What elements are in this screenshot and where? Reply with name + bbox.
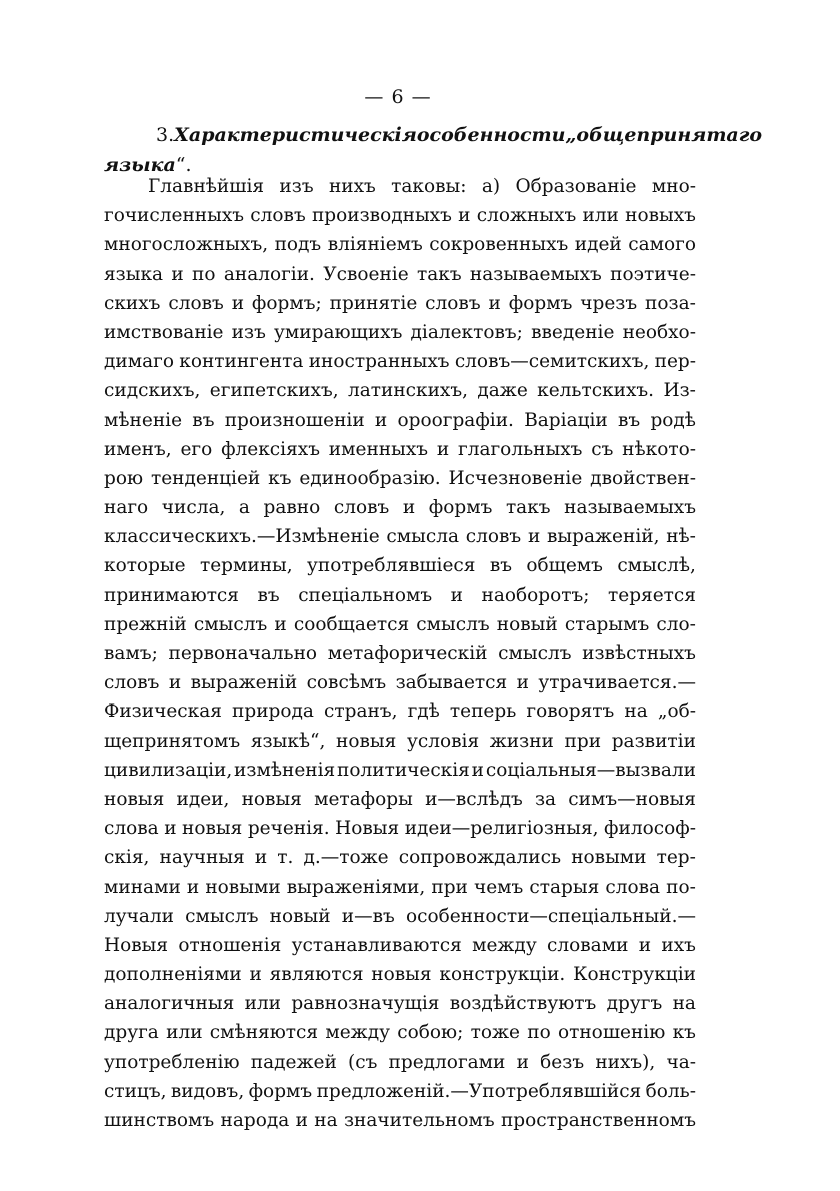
text-word: философ- bbox=[604, 818, 696, 840]
text-word: языка bbox=[104, 263, 164, 285]
text-word: формъ; bbox=[251, 292, 322, 314]
text-word: измѣненія bbox=[234, 759, 336, 781]
text-word: вамъ; bbox=[104, 643, 158, 664]
text-word: принятіе bbox=[329, 292, 418, 314]
text-word: другъ bbox=[606, 993, 663, 1015]
text-word: отношенію bbox=[557, 1022, 666, 1044]
text-line bbox=[104, 989, 696, 1018]
text-word: природа bbox=[232, 701, 314, 723]
text-line bbox=[104, 406, 696, 435]
text-line bbox=[104, 814, 696, 843]
text-word: словъ bbox=[465, 526, 522, 548]
text-word: языкѣ“, bbox=[250, 730, 326, 752]
text-word: старымъ bbox=[564, 613, 650, 635]
text-line bbox=[104, 260, 696, 289]
text-line bbox=[104, 756, 696, 785]
text-word: теряется bbox=[608, 584, 696, 606]
text-word: формъ bbox=[428, 497, 493, 519]
text-word: формъ bbox=[248, 1080, 313, 1102]
text-word: формъ bbox=[508, 292, 573, 314]
text-word: мно- bbox=[651, 176, 696, 197]
text-word: новыя bbox=[371, 964, 432, 986]
section-title-word: Характеристическія bbox=[174, 124, 417, 146]
text-word: (съ bbox=[347, 1051, 378, 1073]
text-word: египетскихъ, bbox=[209, 380, 339, 402]
text-word: смыслѣ, bbox=[617, 555, 696, 577]
text-word: даже bbox=[477, 380, 528, 402]
text-word: жизни bbox=[489, 730, 554, 752]
text-word: по- bbox=[666, 876, 696, 898]
text-word: димаго bbox=[104, 351, 174, 373]
text-word: произношеніи bbox=[224, 409, 365, 431]
text-word: ороографіи. bbox=[397, 409, 514, 431]
text-line bbox=[104, 581, 696, 610]
section-heading-line-1 bbox=[104, 120, 763, 150]
text-word: идеи—религіозныя, bbox=[404, 818, 599, 840]
text-word: воздѣйствуютъ bbox=[449, 993, 597, 1015]
text-word: равно bbox=[263, 497, 321, 519]
text-word: въ bbox=[489, 555, 512, 577]
text-word: новый bbox=[269, 905, 331, 927]
text-word: д.—тоже bbox=[303, 847, 389, 869]
text-word: выраженіями, bbox=[286, 876, 426, 898]
text-word: дополненіями bbox=[104, 964, 242, 986]
text-word: или bbox=[166, 1022, 203, 1044]
text-line bbox=[104, 668, 696, 697]
section-title-tail: “. bbox=[175, 154, 192, 176]
text-line bbox=[104, 318, 696, 347]
text-word: смыслъ bbox=[416, 613, 490, 635]
text-word: словъ bbox=[425, 292, 481, 314]
text-word: и bbox=[527, 526, 541, 548]
text-word: принимаются bbox=[104, 584, 239, 606]
text-word: Физическая bbox=[104, 701, 222, 723]
text-word: многосложныхъ, bbox=[104, 234, 269, 256]
text-word: и bbox=[488, 292, 501, 314]
body-paragraph bbox=[104, 172, 696, 1135]
text-word: пространственномъ bbox=[500, 1110, 696, 1131]
text-word: самого bbox=[628, 234, 696, 256]
text-word: новыя bbox=[104, 788, 165, 810]
text-word: по bbox=[527, 1022, 551, 1044]
text-word: глагольныхъ bbox=[458, 438, 583, 460]
text-word: совсѣмъ bbox=[306, 672, 387, 694]
text-word: иностранныхъ bbox=[308, 351, 450, 373]
text-word: и bbox=[436, 438, 450, 460]
text-word: новый bbox=[496, 613, 558, 635]
text-word: и bbox=[374, 409, 388, 431]
text-word: а) bbox=[481, 176, 501, 197]
text-word: цивилизаціи, bbox=[104, 759, 233, 781]
section-heading bbox=[104, 120, 763, 180]
text-word: единообразію. bbox=[299, 467, 441, 489]
text-line bbox=[104, 376, 696, 405]
text-word: употребленію bbox=[104, 1051, 240, 1073]
text-word: наго bbox=[104, 497, 149, 519]
text-line bbox=[104, 201, 696, 230]
text-word: изъ bbox=[279, 176, 314, 197]
text-line bbox=[104, 347, 696, 376]
text-word: условія bbox=[406, 730, 480, 752]
text-word: ча- bbox=[666, 1051, 696, 1073]
text-word: въ bbox=[257, 584, 280, 606]
section-number: 3. bbox=[156, 124, 175, 146]
text-word: при bbox=[431, 876, 468, 898]
text-line bbox=[104, 464, 696, 493]
text-word: народа bbox=[220, 1110, 290, 1131]
text-word: сло- bbox=[656, 613, 696, 635]
text-word: умирающихъ bbox=[274, 321, 403, 343]
text-word: словъ bbox=[168, 292, 224, 314]
text-word: конструкціи. bbox=[439, 964, 566, 986]
text-word: чемъ bbox=[473, 876, 524, 898]
text-word: между bbox=[472, 934, 537, 956]
text-word: или bbox=[582, 205, 619, 227]
section-title-word: языка bbox=[104, 154, 176, 176]
text-line bbox=[104, 843, 696, 872]
text-word: и bbox=[168, 672, 182, 694]
text-line bbox=[104, 785, 696, 814]
text-word: на bbox=[314, 1110, 338, 1131]
text-word: имствованіе bbox=[104, 321, 224, 343]
text-word: новыя bbox=[182, 818, 243, 840]
text-word: новыя bbox=[336, 730, 397, 752]
text-line bbox=[104, 493, 696, 522]
text-word: первоначально bbox=[168, 643, 318, 664]
text-word: чрезъ bbox=[580, 292, 638, 314]
text-word: пер- bbox=[654, 351, 696, 373]
text-word: словами bbox=[547, 934, 629, 956]
text-word: нѣ- bbox=[666, 526, 696, 548]
text-word: отношенія bbox=[178, 934, 282, 956]
text-word: реченія. bbox=[247, 818, 330, 840]
text-word: числа, bbox=[161, 497, 226, 519]
text-word: флексіяхъ bbox=[221, 438, 320, 460]
text-word: нѣкото- bbox=[622, 438, 696, 460]
text-word: изъ bbox=[231, 321, 266, 343]
text-word: боль- bbox=[645, 1080, 696, 1102]
text-word: и bbox=[164, 818, 177, 840]
text-word: лучали bbox=[104, 905, 174, 927]
text-word: и bbox=[471, 759, 485, 781]
text-word: мѣненіе bbox=[104, 409, 183, 431]
text-word: рою bbox=[104, 467, 144, 489]
text-word: стицъ, bbox=[104, 1080, 167, 1102]
text-word: выраженій bbox=[190, 672, 298, 694]
text-word: гочисленныхъ bbox=[104, 205, 245, 227]
text-word: друга bbox=[104, 1022, 159, 1044]
text-word: смыслъ bbox=[185, 905, 259, 927]
text-word: поза- bbox=[645, 292, 696, 314]
text-word: развитіи bbox=[611, 730, 696, 752]
text-word: слова bbox=[104, 818, 159, 840]
text-word: на bbox=[624, 701, 648, 723]
text-word: и bbox=[450, 584, 463, 606]
text-word: щепринятомъ bbox=[104, 730, 241, 752]
text-line bbox=[104, 1077, 696, 1106]
text-word: тенденціей bbox=[150, 467, 261, 489]
text-word: слова bbox=[605, 876, 661, 898]
text-word: словъ bbox=[104, 672, 160, 694]
text-word: необхо- bbox=[622, 321, 696, 343]
text-word: и bbox=[249, 964, 262, 986]
text-line bbox=[104, 727, 696, 756]
text-word: называемыхъ bbox=[469, 263, 602, 285]
text-word: т. bbox=[277, 847, 294, 869]
text-word: шинствомъ bbox=[104, 1110, 215, 1131]
text-word: устанавливаются bbox=[291, 934, 462, 956]
text-word: научныя bbox=[159, 847, 245, 869]
text-word: предлогами bbox=[388, 1051, 506, 1073]
text-word: діалектовъ; bbox=[410, 321, 523, 343]
text-word: метафоры bbox=[314, 788, 413, 810]
text-word: а bbox=[238, 497, 250, 519]
text-word: говорятъ bbox=[526, 701, 615, 723]
text-word: наоборотъ; bbox=[481, 584, 590, 606]
text-word: и bbox=[231, 292, 245, 314]
text-word: тер- bbox=[656, 847, 696, 869]
text-word: Варіаціи bbox=[524, 409, 608, 431]
text-word: падежей bbox=[250, 1051, 337, 1073]
text-word: смѣняются bbox=[209, 1022, 319, 1044]
text-word: Новыя bbox=[104, 934, 169, 956]
text-word: въ bbox=[192, 409, 215, 431]
text-word: безъ bbox=[540, 1051, 585, 1073]
text-word: спеціальномъ bbox=[298, 584, 433, 606]
text-word: Исчезновеніе bbox=[448, 467, 583, 489]
text-word: къ bbox=[672, 1022, 696, 1044]
text-line bbox=[104, 230, 696, 259]
text-word: сокровенныхъ bbox=[429, 234, 569, 256]
text-word: новыхъ bbox=[625, 205, 696, 227]
text-line bbox=[104, 697, 696, 726]
text-word: соціальныя—вызвали bbox=[485, 759, 696, 781]
text-word: и—вслѣдъ bbox=[425, 788, 523, 810]
text-word: именъ, bbox=[104, 438, 172, 460]
text-line bbox=[104, 873, 696, 902]
text-word: и bbox=[516, 1051, 529, 1073]
text-word: скихъ bbox=[104, 292, 161, 314]
text-word: латинскихъ, bbox=[348, 380, 469, 402]
text-word: симъ—новыя bbox=[568, 788, 696, 810]
text-line bbox=[104, 931, 696, 960]
text-word: Из- bbox=[663, 380, 696, 402]
text-word: и bbox=[516, 672, 529, 694]
text-word: которые bbox=[104, 555, 186, 577]
text-line bbox=[104, 172, 696, 201]
text-line bbox=[104, 610, 696, 639]
text-word: нихъ bbox=[328, 176, 376, 197]
section-title-word: особенности bbox=[416, 124, 566, 146]
text-line bbox=[104, 1018, 696, 1047]
page-number: — 6 — bbox=[364, 86, 432, 108]
text-word: значительномъ bbox=[343, 1110, 495, 1131]
text-word: сидскихъ, bbox=[104, 380, 201, 402]
text-word: и bbox=[638, 934, 652, 956]
text-word: на bbox=[672, 993, 696, 1015]
text-word: къ bbox=[268, 467, 292, 489]
text-line bbox=[104, 435, 696, 464]
text-word: новыя bbox=[241, 788, 302, 810]
text-word: Конструкціи bbox=[573, 964, 696, 986]
text-line bbox=[104, 902, 696, 931]
text-word: введеніе bbox=[531, 321, 615, 343]
text-word: называемыхъ bbox=[564, 497, 696, 519]
text-word: двойствен- bbox=[590, 467, 696, 489]
text-word: Главнѣйшія bbox=[148, 176, 265, 197]
text-word: особенности—спеціальный.— bbox=[405, 905, 696, 927]
text-word: предложеній.—Употреблявшійся bbox=[316, 1080, 642, 1102]
text-word: вліяніемъ bbox=[327, 234, 423, 256]
text-word: нихъ), bbox=[595, 1051, 656, 1073]
text-word: политическія bbox=[337, 759, 470, 781]
text-line bbox=[104, 960, 696, 989]
text-word: въ bbox=[618, 409, 641, 431]
text-word: производныхъ bbox=[311, 205, 452, 227]
text-word: тоже bbox=[470, 1022, 520, 1044]
text-word: новыми bbox=[571, 847, 647, 869]
text-word: термины, bbox=[199, 555, 293, 577]
text-word: смыслъ bbox=[498, 643, 572, 664]
text-line bbox=[104, 639, 696, 668]
text-word: сопровождались bbox=[398, 847, 562, 869]
text-word: кельтскихъ. bbox=[537, 380, 655, 402]
text-word: гдѣ bbox=[407, 701, 440, 723]
text-word: словъ—семитскихъ, bbox=[454, 351, 650, 373]
text-word: смысла bbox=[386, 526, 460, 548]
text-word: при bbox=[564, 730, 602, 752]
text-word: Усвоеніе bbox=[323, 263, 409, 285]
text-word: Образованіе bbox=[515, 176, 637, 197]
text-word: его bbox=[180, 438, 213, 460]
text-word: таковы: bbox=[391, 176, 467, 197]
text-word: минами bbox=[104, 876, 181, 898]
text-word: забывается bbox=[395, 672, 508, 694]
text-word: скія, bbox=[104, 847, 150, 869]
text-word: являются bbox=[269, 964, 364, 986]
text-word: идеи, bbox=[176, 788, 230, 810]
text-line bbox=[104, 551, 696, 580]
text-word: аналогіи. bbox=[223, 263, 315, 285]
text-word: и bbox=[458, 205, 471, 227]
text-line bbox=[104, 1048, 696, 1077]
text-word: Новыя bbox=[335, 818, 400, 840]
text-word: старыя bbox=[529, 876, 600, 898]
text-word: равнозначущія bbox=[291, 993, 440, 1015]
text-word: словъ bbox=[250, 205, 306, 227]
text-word: и bbox=[171, 263, 184, 285]
text-word: новыми bbox=[205, 876, 281, 898]
text-word: и bbox=[254, 847, 268, 869]
text-word: „об- bbox=[657, 701, 696, 723]
text-word: или bbox=[244, 993, 282, 1015]
text-word: такъ bbox=[417, 263, 462, 285]
text-word: выраженій, bbox=[547, 526, 660, 548]
text-line bbox=[104, 289, 696, 318]
text-word: словъ bbox=[333, 497, 390, 519]
text-word: ихъ bbox=[661, 934, 696, 956]
text-word: и bbox=[186, 876, 200, 898]
text-line bbox=[104, 1106, 696, 1135]
text-word: идей bbox=[574, 234, 622, 256]
text-word: за bbox=[534, 788, 557, 810]
text-word: и bbox=[402, 497, 416, 519]
text-word: видовъ, bbox=[170, 1080, 245, 1102]
text-word: прежній bbox=[104, 613, 187, 635]
text-word: классическихъ.—Измѣненіе bbox=[104, 526, 380, 548]
text-word: утрачивается.— bbox=[538, 672, 696, 694]
text-word: между bbox=[325, 1022, 390, 1044]
text-word: извѣстныхъ bbox=[582, 643, 696, 664]
text-word: метафорическій bbox=[327, 643, 488, 664]
text-word: и—въ bbox=[341, 905, 395, 927]
text-word: подъ bbox=[274, 234, 322, 256]
section-title-word: „общепринятаго bbox=[565, 124, 763, 146]
text-word: собою; bbox=[397, 1022, 464, 1044]
text-word: такъ bbox=[505, 497, 551, 519]
text-line bbox=[104, 522, 696, 551]
text-word: странъ, bbox=[324, 701, 398, 723]
text-word: по bbox=[192, 263, 216, 285]
text-word: съ bbox=[591, 438, 614, 460]
text-word: сообщается bbox=[293, 613, 410, 635]
text-word: смыслъ bbox=[193, 613, 268, 635]
text-word: и bbox=[295, 1110, 308, 1131]
text-word: и bbox=[274, 613, 287, 635]
text-word: поэтиче- bbox=[610, 263, 696, 285]
text-word: родѣ bbox=[650, 409, 696, 431]
text-word: контингента bbox=[179, 351, 304, 373]
text-word: общемъ bbox=[526, 555, 603, 577]
text-word: аналогичныя bbox=[104, 993, 235, 1015]
text-word: употреблявшіеся bbox=[307, 555, 476, 577]
text-word: теперь bbox=[449, 701, 517, 723]
text-word: именныхъ bbox=[328, 438, 429, 460]
text-word: сложныхъ bbox=[476, 205, 577, 227]
